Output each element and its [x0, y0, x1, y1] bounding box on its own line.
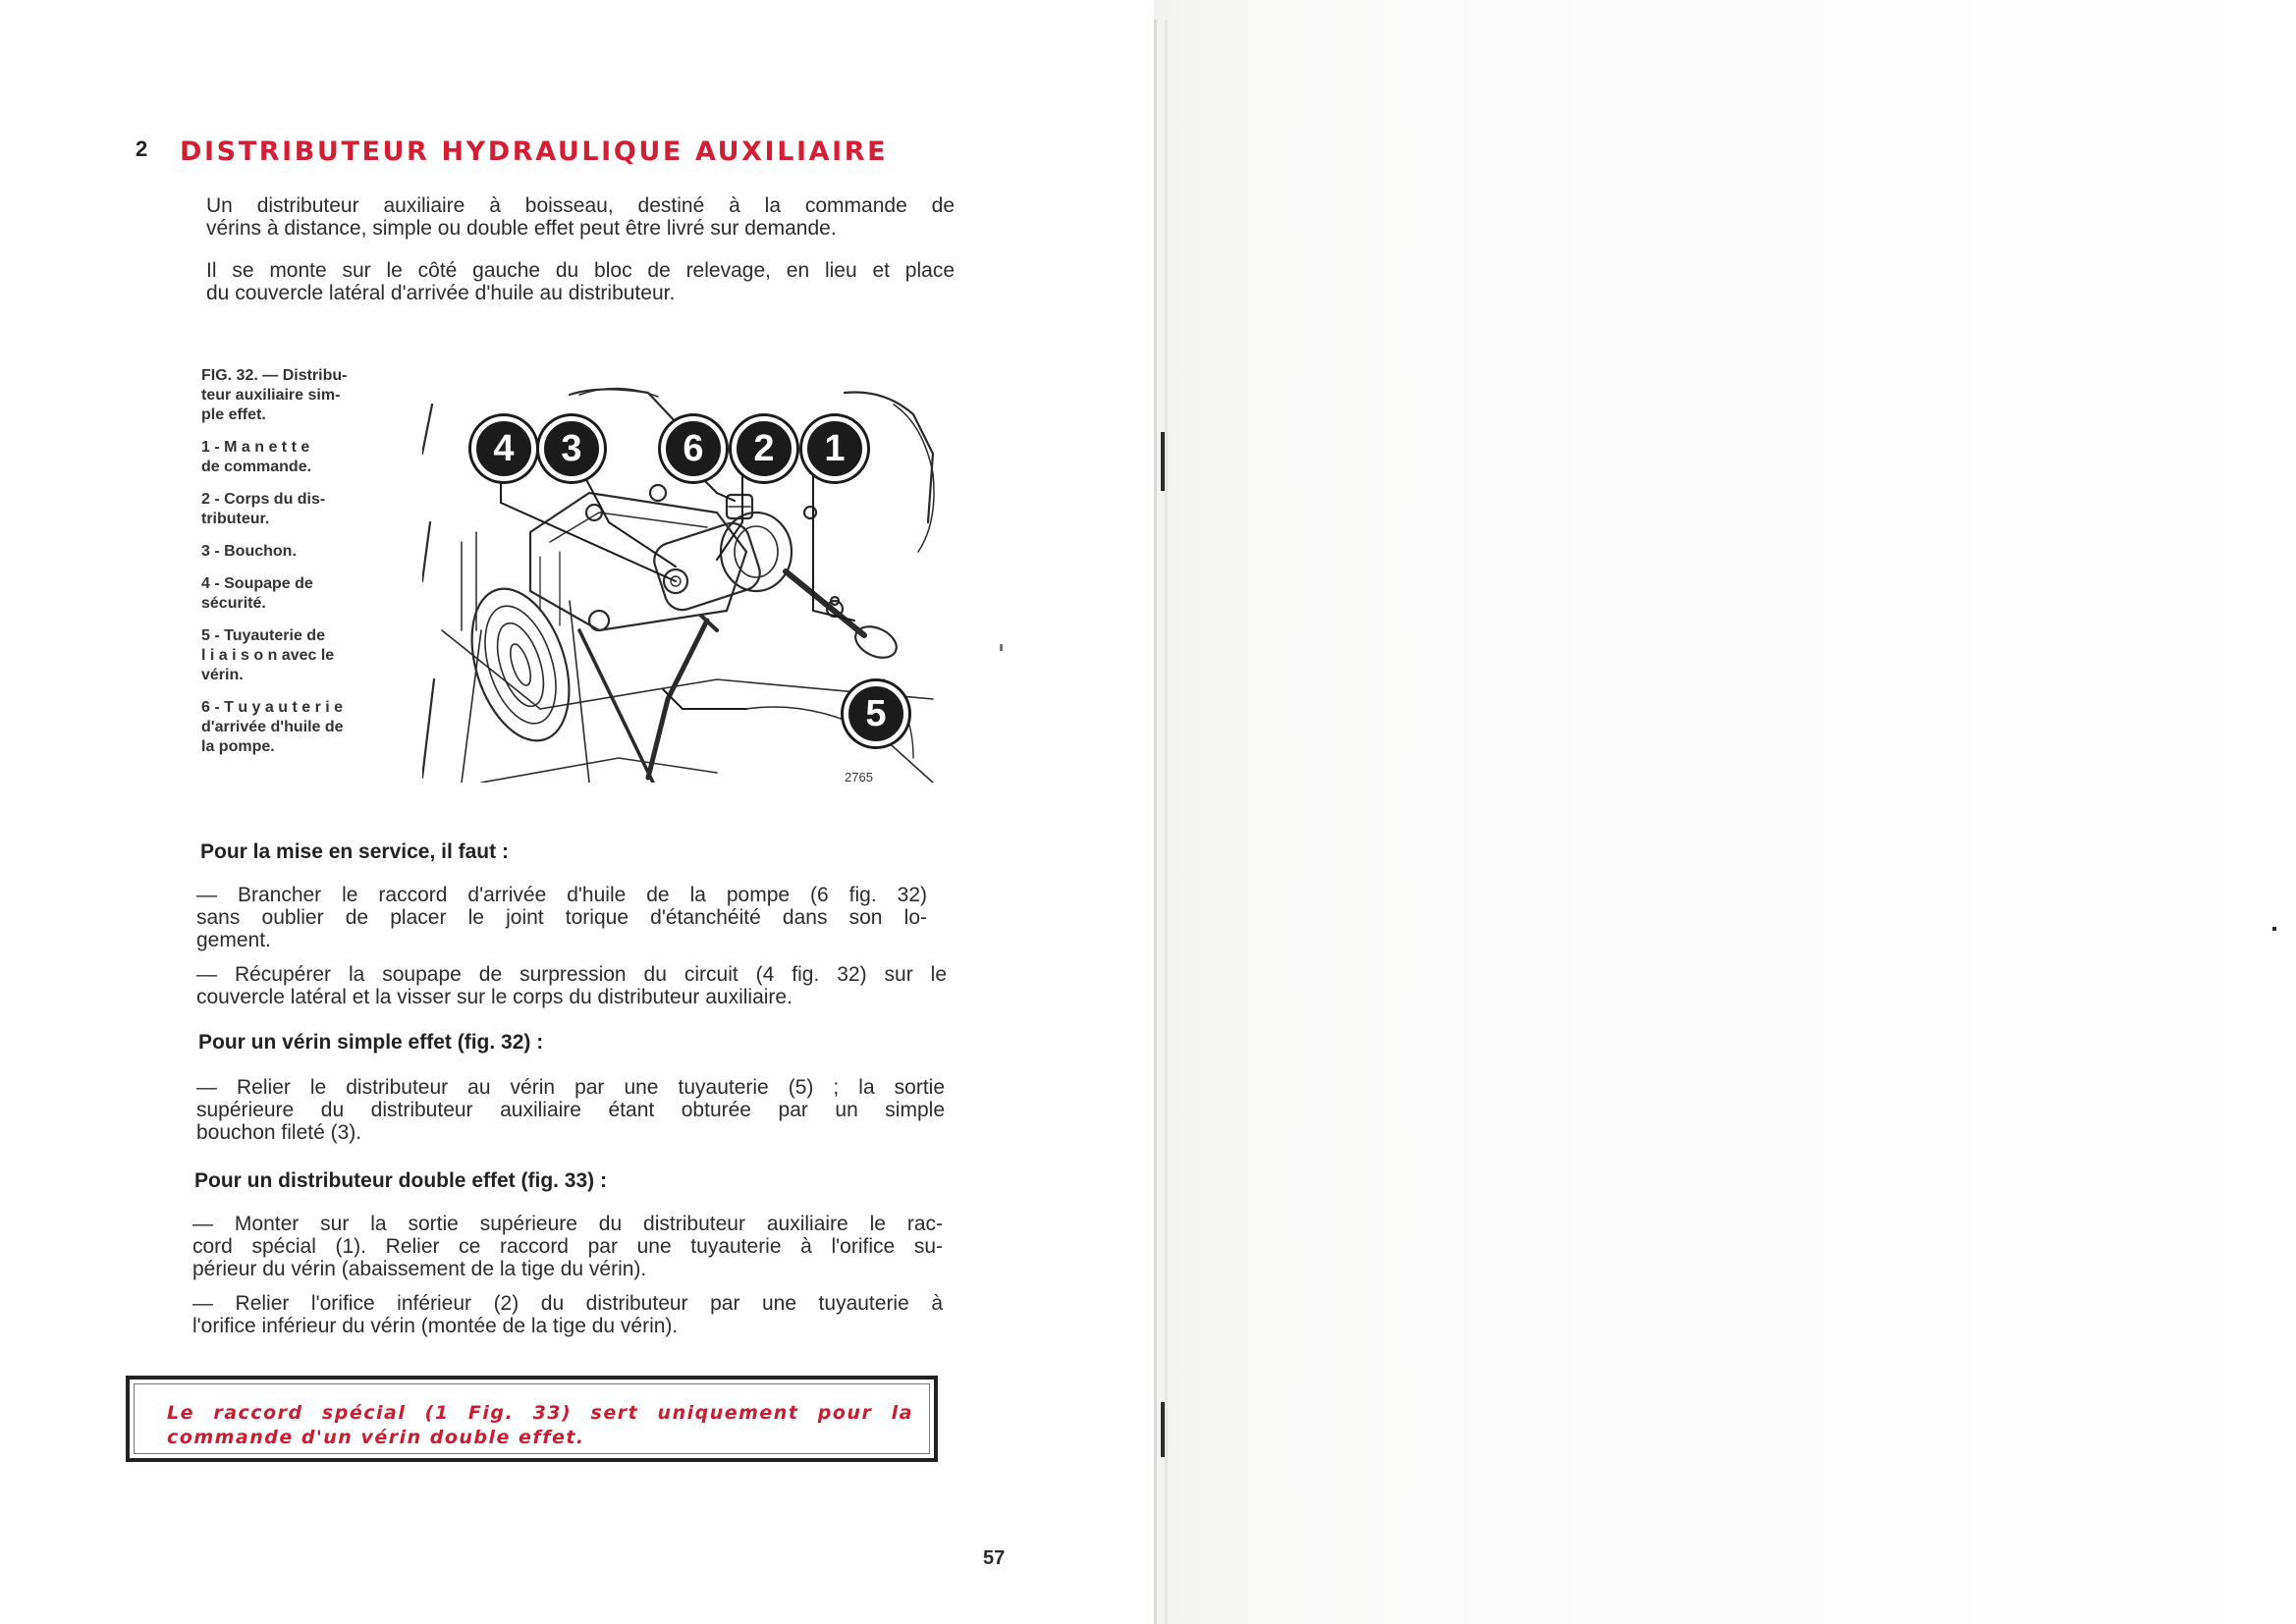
caption-entry: 6 - T u y a u t e r i e d'arrivée d'huile de la pompe. — [201, 699, 344, 755]
caption-entry: 5 - Tuyauterie de l i a i s o n avec le vérin. — [201, 627, 335, 683]
page-edge-line — [1154, 20, 1157, 1624]
service-item-relief-valve: — Récupérer la soupape de surpression du circuit (4 fig. 32) sur le couvercle latéral et la visser sur le corps du distributeur auxiliaire. — [196, 963, 947, 1008]
warning-note-box — [126, 1376, 938, 1462]
callout-2: 2 — [732, 416, 796, 481]
page-edge-line — [1165, 20, 1168, 1624]
section-title: DISTRIBUTEUR HYDRAULIQUE AUXILIAIRE — [180, 136, 889, 167]
binding-mark — [1161, 432, 1165, 491]
warning-note-text: Le raccord spécial (1 Fig. 33) sert uniquement pour la commande d'un vérin double effet. — [167, 1402, 913, 1448]
scan-speck — [2272, 927, 2276, 931]
double-effet-item-upper: — Monter sur la sortie supérieure du distributeur auxiliaire le rac- cord spécial (1). Relier ce raccord par une tuyauterie à l'orifice su- périeur du vérin (abaissement de la tige du vérin). — [192, 1213, 943, 1280]
intro-paragraph: Un distributeur auxiliaire à boisseau, destiné à la commande de vérins à distance, simple ou double effet peut être livré sur demande. — [206, 194, 955, 240]
double-effet-heading: Pour un distributeur double effet (fig. 33) : — [194, 1169, 607, 1192]
caption-entry: 1 - M a n e t t e de commande. — [201, 439, 312, 475]
caption-entry: FIG. 32. — Distribu- teur auxiliaire sim- ple effet. — [201, 367, 348, 423]
callout-5: 5 — [844, 681, 908, 746]
scan-speck — [1000, 644, 1003, 651]
callout-3: 3 — [539, 416, 604, 481]
caption-entry: 3 - Bouchon. — [201, 543, 297, 560]
intro-paragraph: Il se monte sur le côté gauche du bloc de relevage, en lieu et place du couvercle latéral d'arrivée d'huile au distributeur. — [206, 259, 955, 304]
figure-caption — [201, 366, 380, 770]
callout-1: 1 — [802, 416, 867, 481]
simple-effet-heading: Pour un vérin simple effet (fig. 32) : — [198, 1031, 544, 1054]
caption-entry: 4 - Soupape de sécurité. — [201, 575, 313, 612]
simple-effet-text: — Relier le distributeur au vérin par une tuyauterie (5) ; la sortie supérieure du distributeur auxiliaire étant obturée par un simple bouchon fileté (3). — [196, 1076, 945, 1144]
service-item-oil-inlet: — Brancher le raccord d'arrivée d'huile de la pompe (6 fig. 32) sans oublier de placer le joint torique d'étanchéité dans son lo- gement. — [196, 884, 927, 951]
binding-mark — [1161, 1402, 1165, 1457]
page-number: 57 — [983, 1547, 1006, 1569]
callout-4: 4 — [471, 416, 536, 481]
double-effet-item-lower: — Relier l'orifice inférieur (2) du distributeur par une tuyauterie à l'orifice inférieur du vérin (montée de la tige du vérin). — [192, 1292, 943, 1337]
drawing-number: 2765 — [845, 770, 873, 785]
blank-right-page — [1154, 0, 2296, 1624]
service-heading: Pour la mise en service, il faut : — [200, 840, 509, 863]
callout-6: 6 — [661, 416, 726, 481]
section-number: 2 — [136, 136, 148, 161]
caption-entry: 2 - Corps du dis- tributeur. — [201, 491, 326, 527]
